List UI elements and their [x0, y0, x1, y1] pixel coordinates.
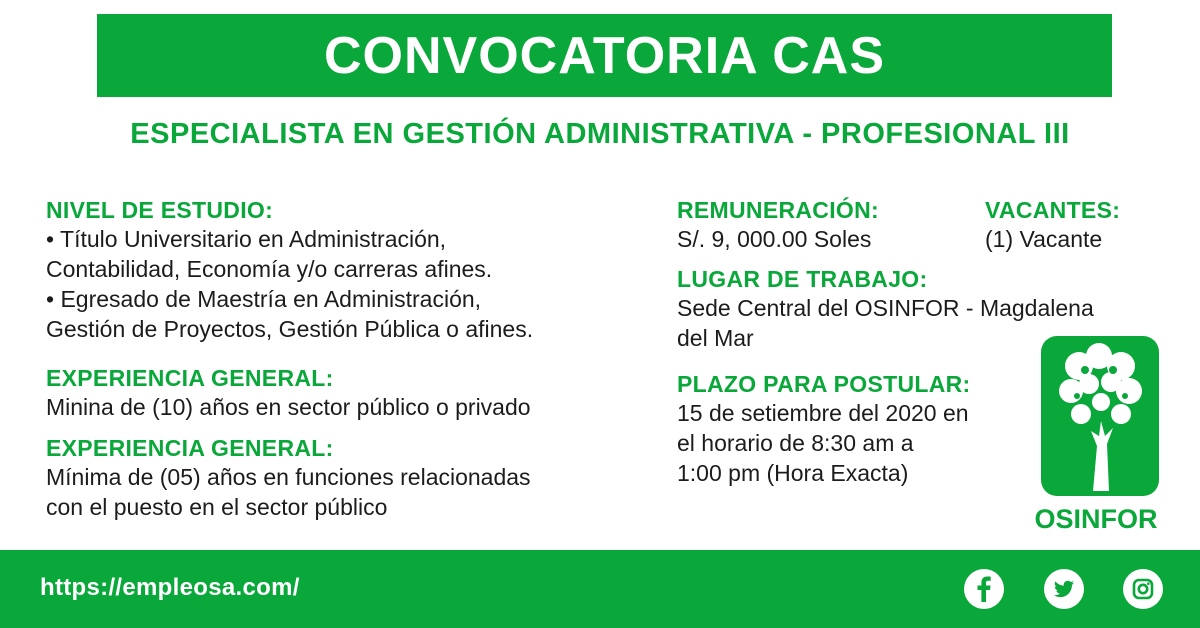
lugar-heading: LUGAR DE TRABAJO: — [677, 266, 928, 292]
footer-bar — [0, 550, 1200, 628]
plazo-line: 1:00 pm (Hora Exacta) — [677, 460, 909, 486]
facebook-icon[interactable] — [964, 569, 1004, 609]
nivel-line: Contabilidad, Economía y/o carreras afines. — [46, 256, 493, 282]
job-title: ESPECIALISTA EN GESTIÓN ADMINISTRATIVA - PROFESIONAL III — [130, 118, 1070, 150]
nivel-line: Gestión de Proyectos, Gestión Pública o afines. — [46, 316, 534, 342]
twitter-icon[interactable] — [1044, 569, 1084, 609]
experiencia-line: Minina de (10) años en sector público o privado — [46, 394, 531, 420]
experiencia-especifica-section — [46, 434, 646, 522]
experiencia-heading: EXPERIENCIA GENERAL: — [46, 365, 334, 391]
tree-icon — [1041, 336, 1159, 496]
nivel-estudio-heading: NIVEL DE ESTUDIO: — [46, 197, 274, 223]
banner-title: CONVOCATORIA CAS — [323, 26, 886, 85]
nivel-line: • Egresado de Maestría en Administración, — [46, 286, 482, 312]
vacantes-value: (1) Vacante — [985, 226, 1103, 252]
lugar-line: del Mar — [677, 325, 754, 351]
lugar-line: Sede Central del OSINFOR - Magdalena — [677, 295, 1094, 321]
logo-text: OSINFOR — [1034, 504, 1158, 534]
experiencia-heading: EXPERIENCIA GENERAL: — [46, 435, 334, 461]
experiencia-general-section — [46, 364, 646, 422]
remuneracion-heading: REMUNERACIÓN: — [677, 197, 879, 223]
left-column — [46, 196, 646, 534]
nivel-line: • Título Universitario en Administración, — [46, 226, 447, 252]
plazo-line: 15 de setiembre del 2020 en — [677, 400, 969, 426]
remuneracion-value: S/. 9, 000.00 Soles — [677, 226, 872, 252]
banner — [97, 14, 1112, 97]
vacantes-section — [985, 196, 1120, 254]
nivel-estudio-section — [46, 196, 646, 344]
plazo-heading: PLAZO PARA POSTULAR: — [677, 371, 971, 397]
vacantes-heading: VACANTES: — [985, 197, 1121, 223]
remuneracion-section — [677, 196, 879, 254]
instagram-icon[interactable] — [1123, 569, 1163, 609]
plazo-section — [677, 370, 1037, 488]
website-link[interactable]: https://empleosa.com/ — [40, 574, 300, 601]
experiencia-line: con el puesto en el sector público — [46, 494, 388, 520]
experiencia-line: Mínima de (05) años en funciones relacionadas — [46, 464, 531, 490]
osinfor-logo — [1016, 336, 1176, 536]
plazo-line: el horario de 8:30 am a — [677, 430, 914, 456]
